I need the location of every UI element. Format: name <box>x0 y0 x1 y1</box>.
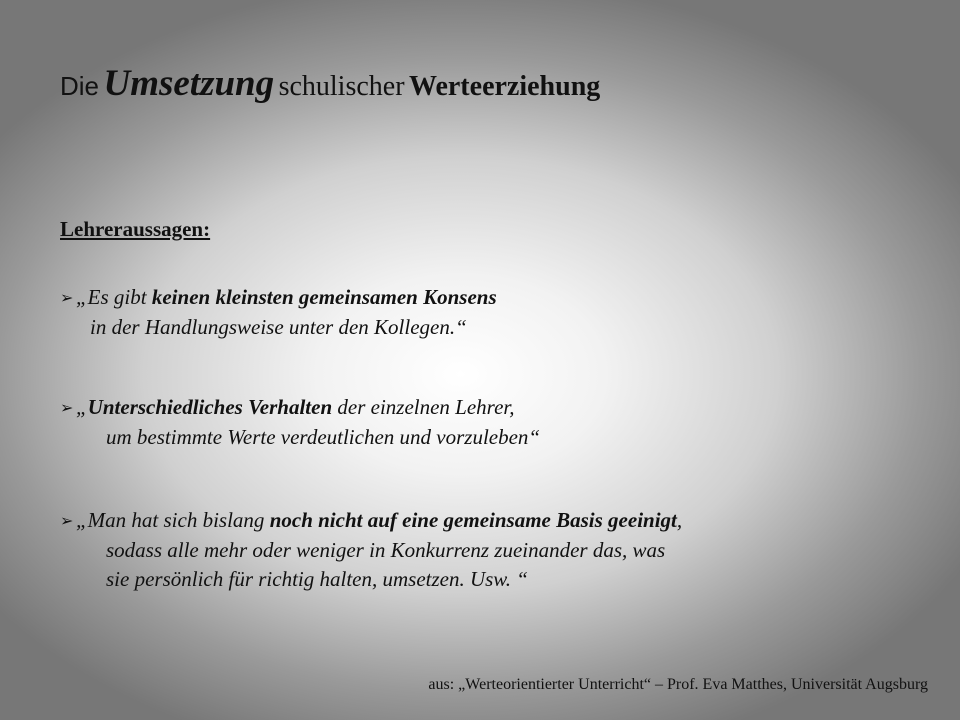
section-heading: Lehreraussagen: <box>60 217 211 241</box>
arrow-bullet-icon: ➢ <box>60 400 74 417</box>
page-title <box>60 62 600 105</box>
title-part-schulischer: schulischer <box>278 71 405 102</box>
source-citation: aus: „Werteorientierter Unterricht“ – Prof. Eva Matthes, Universität Augsburg <box>428 676 928 693</box>
quote-2 <box>60 393 540 452</box>
quote-2-line2: um bestimmte Werte verdeutlichen und vorzuleben“ <box>106 425 541 449</box>
quote-3-line3: sie persönlich für richtig halten, umsetzen. Usw. “ <box>106 567 528 591</box>
arrow-bullet-icon: ➢ <box>60 513 74 530</box>
quote-3-emphasis: noch nicht auf eine gemeinsame Basis geeinigt <box>269 508 677 532</box>
quote-2-emphasis: Unterschiedliches Verhalten <box>87 395 333 419</box>
quote-3-line2: sodass alle mehr oder weniger in Konkurrenz zueinander das, was <box>106 538 666 562</box>
quote-1-line2: in der Handlungsweise unter den Kollegen.“ <box>90 315 467 339</box>
title-part-die: Die <box>60 71 100 101</box>
title-part-umsetzung: Umsetzung <box>103 63 275 104</box>
quote-2-line1-end: der einzelnen Lehrer, <box>332 395 515 419</box>
quote-3-line1-start: „Man hat sich bislang <box>76 508 270 532</box>
quote-1-line1-start: „Es gibt <box>76 285 152 309</box>
quote-3 <box>60 506 682 594</box>
quote-1-emphasis: keinen kleinsten gemeinsamen Konsens <box>151 285 497 309</box>
quote-3-line1-end: , <box>676 508 683 532</box>
arrow-bullet-icon: ➢ <box>60 290 74 307</box>
quote-2-line1-start: „ <box>76 395 88 419</box>
title-part-werteerziehung: Werteerziehung <box>409 71 601 102</box>
quote-1 <box>60 283 497 342</box>
